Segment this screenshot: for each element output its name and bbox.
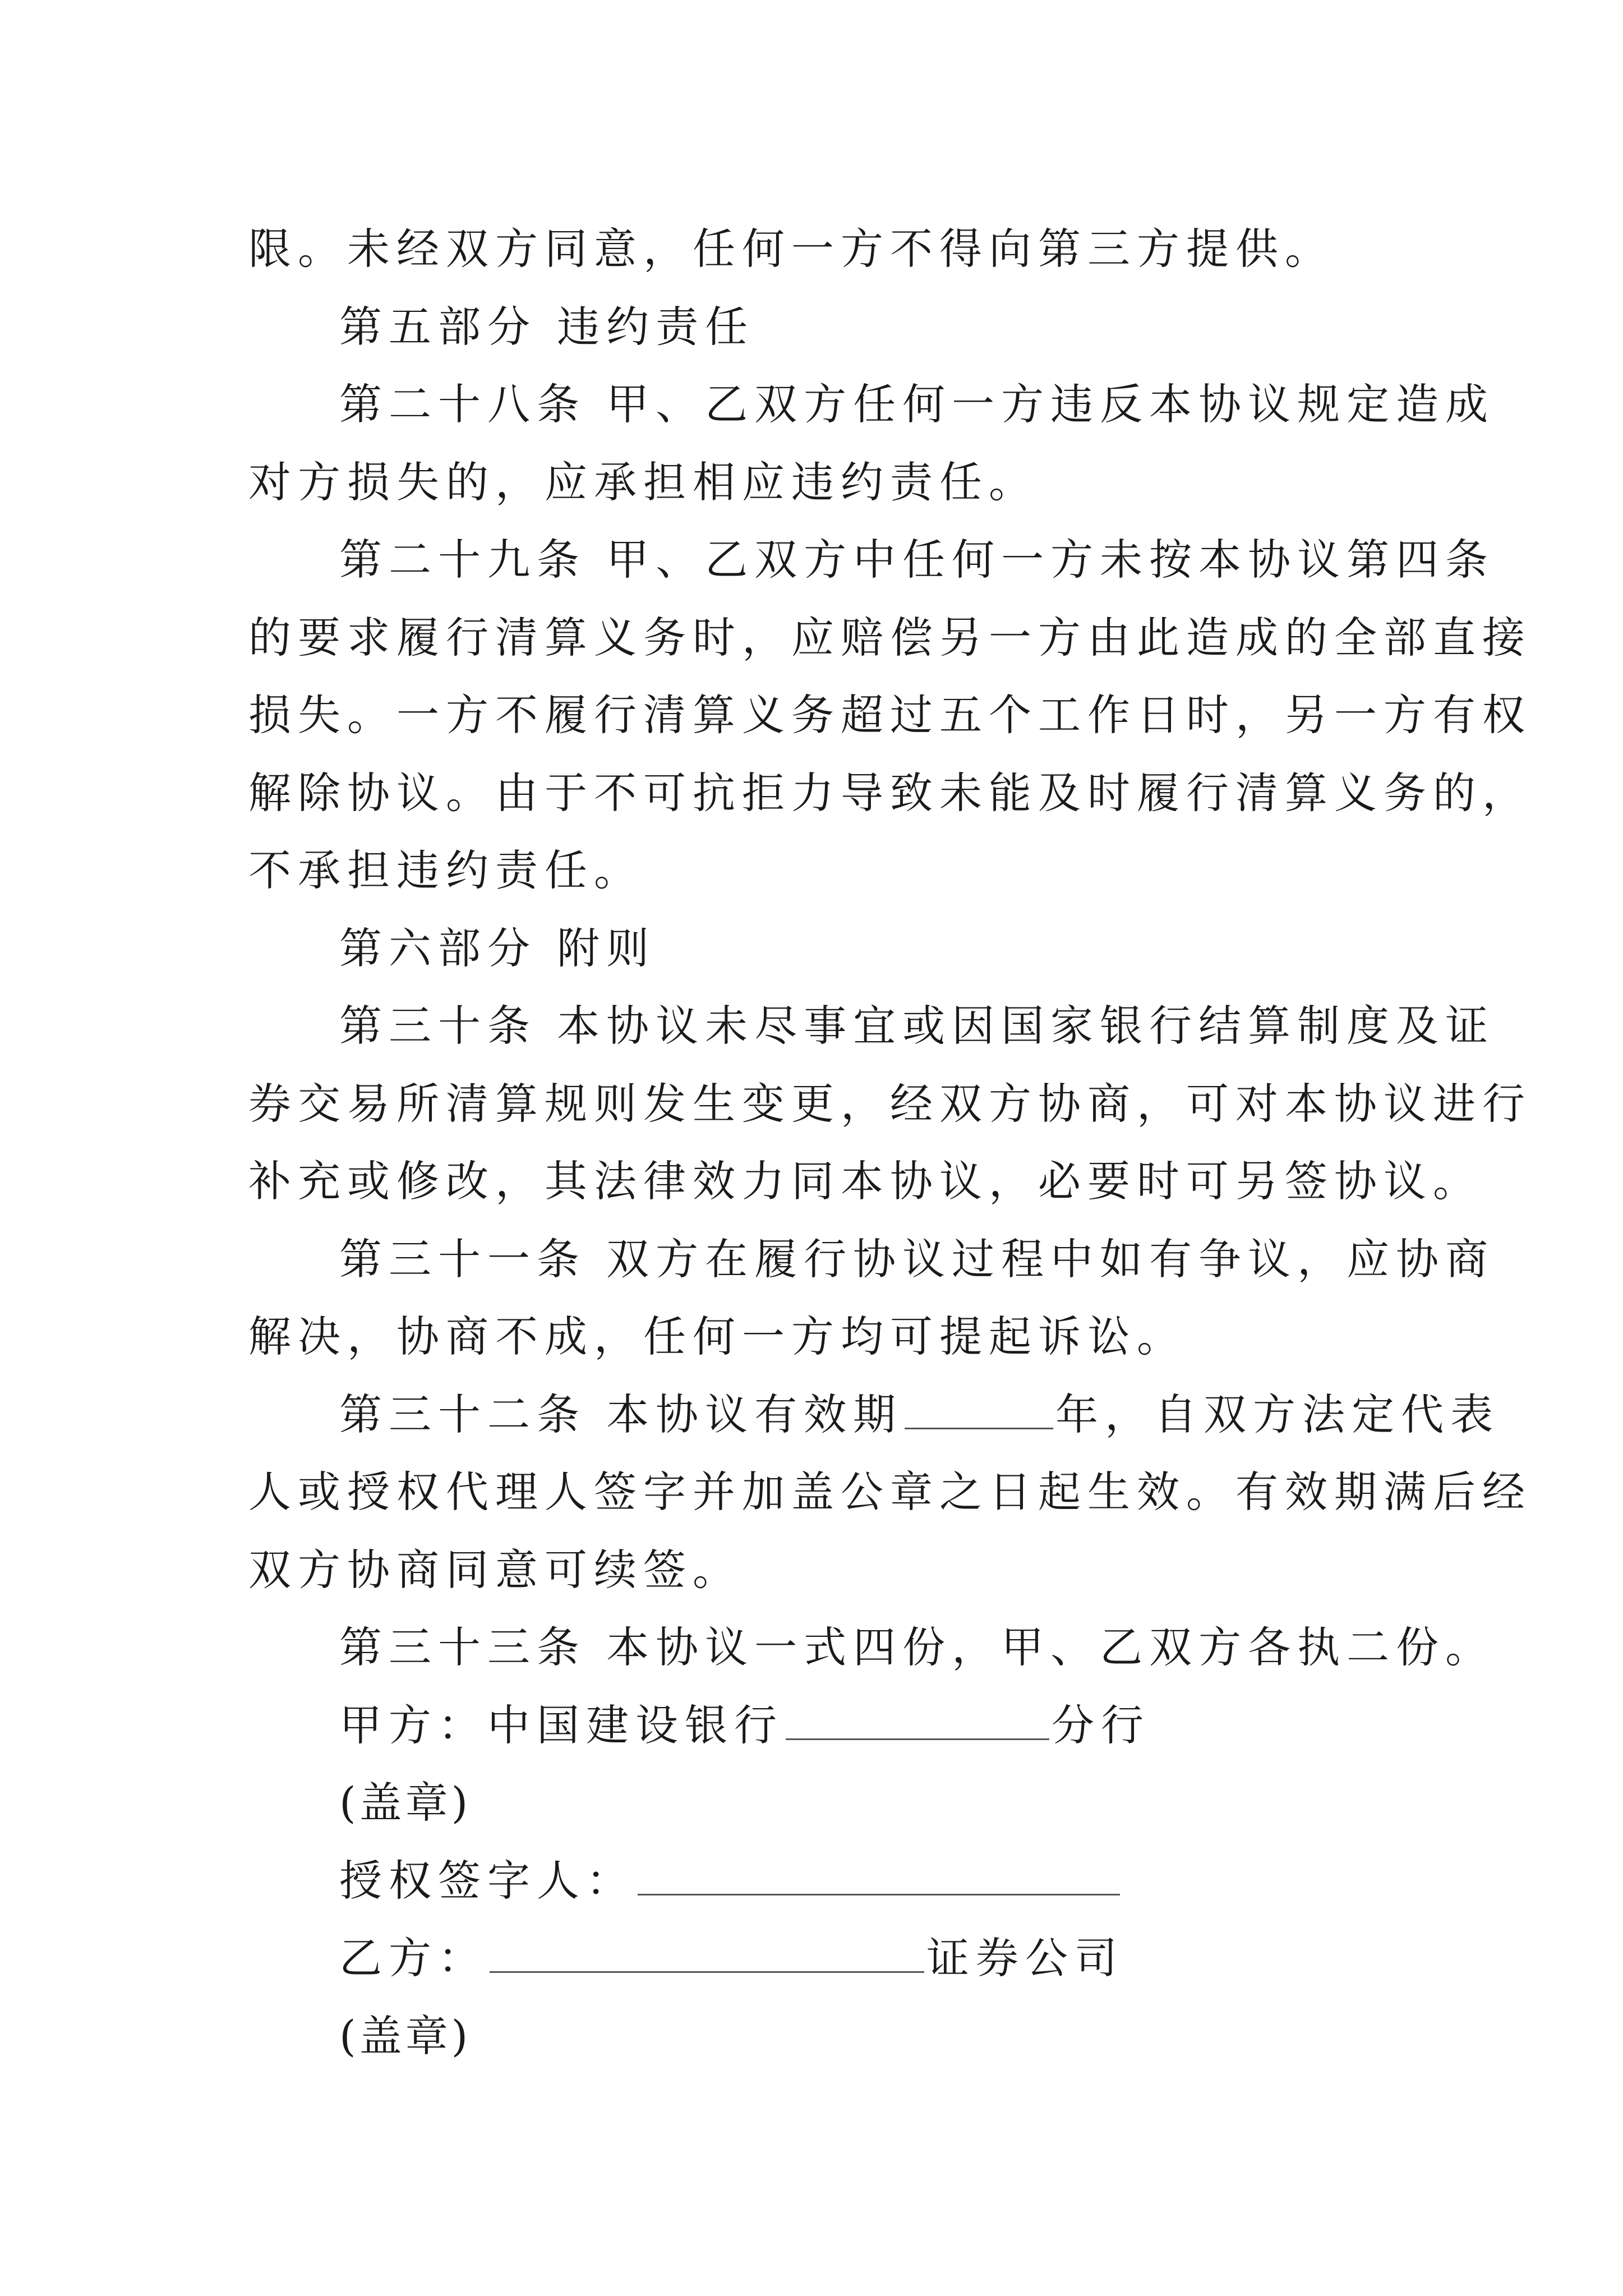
paragraph-line: 限。未经双方同意，任何一方不得向第三方提供。 bbox=[248, 224, 1334, 274]
party-b-prefix: 乙方： bbox=[339, 1933, 487, 1983]
party-a-branch-blank bbox=[786, 1701, 1049, 1740]
article-30-line-2: 券交易所清算规则发生变更，经双方协商，可对本协议进行 bbox=[248, 1078, 1532, 1129]
section-heading: 第五部分 违约责任 bbox=[339, 301, 755, 352]
article-29-line-3: 损失。一方不履行清算义务超过五个工作日时，另一方有权 bbox=[248, 690, 1532, 740]
signatory-blank bbox=[638, 1857, 1120, 1895]
party-a-suffix: 分行 bbox=[1052, 1700, 1150, 1750]
article-32-line-2: 人或授权代理人签字并加盖公章之日起生效。有效期满后经 bbox=[248, 1467, 1532, 1517]
article-29-line-5: 不承担违约责任。 bbox=[248, 845, 643, 895]
article-29-line-2: 的要求履行清算义务时，应赔偿另一方由此造成的全部直接 bbox=[248, 612, 1532, 662]
article-32-line-3: 双方协商同意可续签。 bbox=[248, 1544, 742, 1595]
section-heading: 第六部分 附则 bbox=[339, 923, 656, 973]
validity-period-blank bbox=[905, 1391, 1053, 1429]
document-body bbox=[248, 210, 1532, 2075]
article-30-line-1: 第三十条 本协议未尽事宜或因国家银行结算制度及证 bbox=[339, 1001, 1495, 1051]
party-b-name-blank bbox=[490, 1934, 924, 1973]
party-a-prefix: 甲方：中国建设银行 bbox=[339, 1700, 783, 1750]
party-b-seal: (盖章) bbox=[339, 2010, 472, 2061]
signatory-line bbox=[248, 1842, 1387, 1920]
party-b-suffix: 证券公司 bbox=[926, 1933, 1124, 1983]
article-30-line-3: 补充或修改，其法律效力同本协议，必要时可另签协议。 bbox=[248, 1156, 1482, 1206]
article-28-line-1: 第二十八条 甲、乙双方任何一方违反本协议规定造成 bbox=[339, 379, 1495, 429]
article-32-text-after: 年，自双方法定代表 bbox=[1055, 1389, 1500, 1439]
article-31-line-1: 第三十一条 双方在履行协议过程中如有争议，应协商 bbox=[339, 1234, 1495, 1284]
party-a-line bbox=[248, 1687, 1387, 1765]
article-29-line-1: 第二十九条 甲、乙双方中任何一方未按本协议第四条 bbox=[339, 535, 1495, 585]
article-32-line-1 bbox=[248, 1376, 1500, 1454]
signatory-label: 授权签字人： bbox=[339, 1855, 635, 1906]
party-b-line bbox=[248, 1920, 1387, 1998]
article-31-line-2: 解决，协商不成，任何一方均可提起诉讼。 bbox=[248, 1312, 1186, 1361]
article-28-line-2: 对方损失的，应承担相应违约责任。 bbox=[248, 457, 1038, 507]
article-33: 第三十三条 本协议一式四份，甲、乙双方各执二份。 bbox=[339, 1622, 1495, 1672]
article-29-line-4: 解除协议。由于不可抗拒力导致未能及时履行清算义务的， bbox=[248, 767, 1532, 818]
party-a-seal: (盖章) bbox=[339, 1778, 472, 1828]
article-32-text-before: 第三十二条 本协议有效期 bbox=[339, 1389, 903, 1439]
